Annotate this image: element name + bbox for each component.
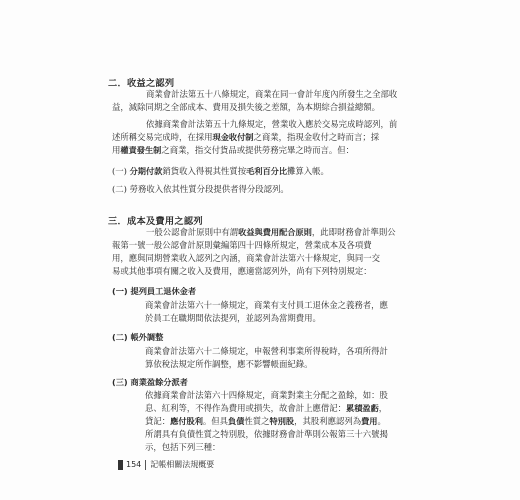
subsection-title: (二) 帳外調整 <box>112 332 164 342</box>
list-item: (一) 分期付款銷貨收入得視其性質按毛利百分比攤算入帳。 <box>112 166 329 176</box>
emphasis-text: 分期付款 <box>129 166 163 176</box>
list-item: (二) 勞務收入依其性質分段提供者得分段認列。 <box>112 184 289 194</box>
paragraph-line: 商業會計法第六十一條規定，商業有支付員工退休金之義務者，應 <box>145 300 388 310</box>
paragraph-line: 息、紅利等，不得作為費用或損失，故會計上應借記：累積盈虧， <box>145 403 388 413</box>
paragraph-line: 於員工在職期間依法提列，並認列為當期費用。 <box>145 313 321 323</box>
paragraph-line: 示，包括下列三種： <box>145 442 221 452</box>
emphasis-text: 權責發生制 <box>120 145 162 155</box>
emphasis-text: 現金收付制 <box>212 132 254 142</box>
paragraph-line: 所謂具有負債性質之特別股，依據財務會計準則公報第三十六號揭 <box>145 429 388 439</box>
page-number: 154 <box>126 460 142 469</box>
paragraph-line: 依據商業會計法第六十四條規定，商業對業主分配之盈餘，如：股 <box>145 390 388 400</box>
section-title-revenue: 二．收益之認列 <box>108 78 175 89</box>
footer-divider <box>145 460 146 470</box>
paragraph-line: 商業會計法第五十八條規定，商業在同一會計年度內所發生之全部收 <box>146 89 398 99</box>
emphasis-text: 累積盈虧 <box>346 403 379 413</box>
emphasis-text: 收益與費用配合原則 <box>238 227 312 237</box>
paragraph-line: 述所稱交易完成時，在採用現金收付制之商業，指現金收付之時而言；採 <box>112 132 380 142</box>
emphasis-text: 負債 <box>228 416 245 426</box>
subsection-title: (三) 商業盈餘分派者 <box>112 377 188 387</box>
paragraph-line: 用，應與同期營業收入認列之內涵，商業會計法第六十條規定，與同一交 <box>112 253 380 263</box>
paragraph-line: 貸記：應付股利。但具負債性質之特別股，其股利應認列為費用。 <box>145 416 386 426</box>
paragraph-line: 報第一號一般公認會計原則彙編第四十四條所規定，營業成本及各項費 <box>112 240 372 250</box>
paragraph-line: 益，減除同期之全部成本、費用及損失後之差額，為本期綜合損益總額。 <box>112 102 380 112</box>
emphasis-text: 毛利百分比 <box>246 166 288 176</box>
section-title-cost: 三．成本及費用之認列 <box>108 216 203 227</box>
paragraph-line: 依據商業會計法第五十九條規定，營業收入應於交易完成時認列，前 <box>146 119 398 129</box>
emphasis-text: 費用 <box>361 416 378 426</box>
paragraph-line: 易或其他事項有關之收入及費用，應適當認列外，尚有下列特別規定： <box>112 266 372 276</box>
paragraph-line: 用權責發生制之商業，指交付貨品或提供勞務完畢之時而言。但： <box>112 145 354 155</box>
page-footer <box>118 459 214 470</box>
paragraph-line: 商業會計法第六十二條規定，申報營利事業所得稅時，各項所得計 <box>145 346 388 356</box>
paragraph-line: 算依稅法規定所作調整，應不影響帳面紀錄。 <box>145 359 313 369</box>
book-title: 記帳相關法規概要 <box>150 460 215 469</box>
footer-marker-icon <box>118 460 123 470</box>
paragraph-line: 一般公認會計原則中有謂收益與費用配合原則，此即財務會計準則公 <box>146 227 396 237</box>
emphasis-text: 特別股 <box>269 416 295 426</box>
subsection-title: (一) 提列員工退休金者 <box>112 286 197 296</box>
emphasis-text: 應付股利 <box>170 416 203 426</box>
